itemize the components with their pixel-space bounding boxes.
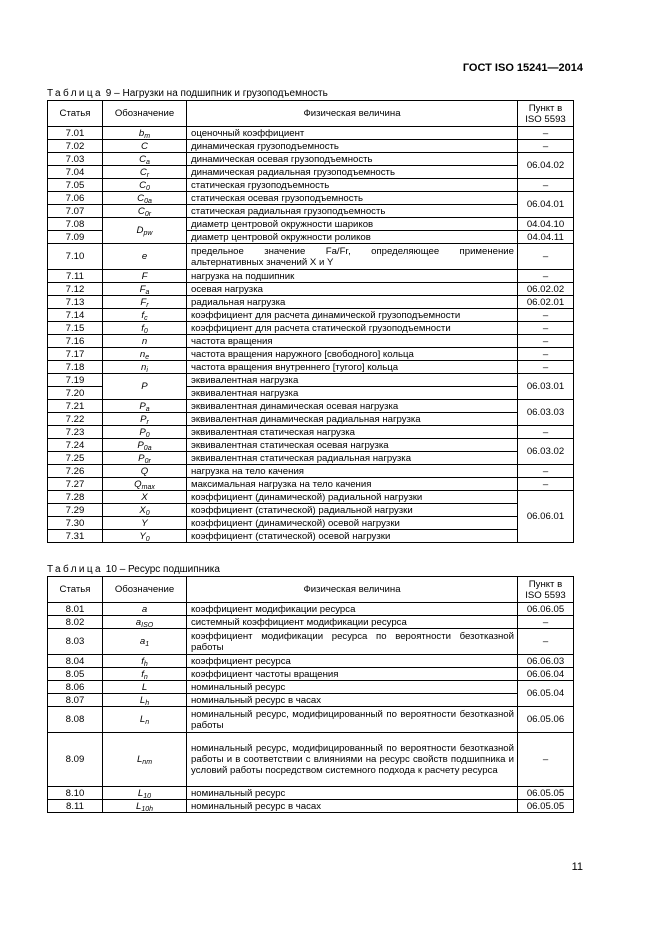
cell-iso-ref: – bbox=[518, 348, 574, 361]
cell-article: 7.03 bbox=[48, 153, 103, 166]
cell-quantity: эквивалентная динамическая радиальная нагрузка bbox=[187, 413, 518, 426]
cell-symbol bbox=[103, 296, 187, 309]
cell-iso-ref: 06.04.01 bbox=[518, 192, 574, 218]
cell-article: 7.14 bbox=[48, 309, 103, 322]
cell-symbol bbox=[103, 426, 187, 439]
cell-iso-ref: – bbox=[518, 335, 574, 348]
cell-quantity: максимальная нагрузка на тело качения bbox=[187, 478, 518, 491]
cell-article: 7.11 bbox=[48, 270, 103, 283]
cell-article: 7.02 bbox=[48, 140, 103, 153]
cell-symbol bbox=[103, 668, 187, 681]
cell-quantity: коэффициент частоты вращения bbox=[187, 668, 518, 681]
cell-symbol bbox=[103, 153, 187, 166]
symbol-main: L bbox=[139, 694, 146, 706]
symbol-subscript: 0 bbox=[143, 327, 148, 335]
symbol-main: C bbox=[139, 179, 147, 191]
cell-quantity: эквивалентная статическая осевая нагрузка bbox=[187, 439, 518, 452]
cell-symbol bbox=[103, 309, 187, 322]
col-header-article: Статья bbox=[48, 101, 103, 127]
cell-article: 8.02 bbox=[48, 616, 103, 629]
cell-article: 7.18 bbox=[48, 361, 103, 374]
cell-iso-ref: 06.04.02 bbox=[518, 153, 574, 179]
cell-article: 8.05 bbox=[48, 668, 103, 681]
caption-word: Таблица bbox=[47, 564, 104, 575]
cell-iso-ref: – bbox=[518, 127, 574, 140]
col-header-symbol: Обозначение bbox=[103, 101, 187, 127]
cell-article: 7.16 bbox=[48, 335, 103, 348]
symbol-main: X bbox=[141, 491, 148, 503]
symbol-main: Y bbox=[141, 517, 148, 529]
cell-quantity: коэффициент модификации ресурса bbox=[187, 603, 518, 616]
symbol-subscript: pw bbox=[143, 230, 153, 237]
cell-symbol bbox=[103, 218, 187, 244]
symbol-main: F bbox=[139, 283, 146, 295]
cell-iso-ref: – bbox=[518, 465, 574, 478]
cell-iso-ref: – bbox=[518, 616, 574, 629]
symbol-main: L bbox=[137, 787, 144, 799]
symbol-main: F bbox=[141, 270, 148, 282]
cell-symbol bbox=[103, 478, 187, 491]
table-bearing-life bbox=[47, 576, 574, 813]
page-number: 11 bbox=[571, 861, 583, 873]
cell-iso-ref: 06.02.01 bbox=[518, 296, 574, 309]
table-row bbox=[48, 218, 574, 231]
cell-quantity: коэффициент для расчета статической грузоподъемности bbox=[187, 322, 518, 335]
symbol-subscript: a bbox=[146, 158, 150, 166]
caption-number: 10 bbox=[105, 564, 117, 575]
table-row bbox=[48, 733, 574, 787]
symbol-subscript: c bbox=[144, 314, 148, 322]
symbol-main: L bbox=[141, 681, 148, 693]
col-header-iso-ref: Пункт в ISO 5593 bbox=[518, 577, 574, 603]
table-row bbox=[48, 140, 574, 153]
cell-iso-ref: 04.04.11 bbox=[518, 231, 574, 244]
symbol-main: C bbox=[141, 140, 148, 152]
cell-quantity: диаметр центровой окружности роликов bbox=[187, 231, 518, 244]
cell-iso-ref: 06.03.03 bbox=[518, 400, 574, 426]
symbol-subscript: a bbox=[145, 288, 150, 296]
symbol-main: n bbox=[141, 361, 147, 373]
cell-article: 7.17 bbox=[48, 348, 103, 361]
symbol-main: C bbox=[139, 166, 147, 178]
cell-article: 7.21 bbox=[48, 400, 103, 413]
table-row bbox=[48, 800, 574, 813]
cell-symbol bbox=[103, 348, 187, 361]
symbol-main: C bbox=[137, 205, 145, 217]
cell-symbol bbox=[103, 681, 187, 694]
cell-quantity: предельное значение Fa/Fr, определяющее применение альтернативных значений X и Y bbox=[187, 244, 518, 270]
table-row bbox=[48, 166, 574, 179]
cell-article: 7.27 bbox=[48, 478, 103, 491]
col-header-iso-ref: Пункт в ISO 5593 bbox=[518, 101, 574, 127]
cell-quantity: номинальный ресурс bbox=[187, 787, 518, 800]
symbol-main: C bbox=[139, 153, 147, 165]
cell-symbol bbox=[103, 504, 187, 517]
cell-quantity: частота вращения наружного [свободного] кольца bbox=[187, 348, 518, 361]
cell-symbol bbox=[103, 733, 187, 787]
document-header: ГОСТ ISO 15241—2014 bbox=[462, 62, 583, 74]
cell-quantity: номинальный ресурс, модифицированный по вероятности безотказной работы bbox=[187, 707, 518, 733]
table-row bbox=[48, 335, 574, 348]
symbol-subscript: 0r bbox=[144, 210, 152, 218]
symbol-subscript: nm bbox=[142, 759, 153, 766]
cell-article: 7.23 bbox=[48, 426, 103, 439]
cell-article: 7.28 bbox=[48, 491, 103, 504]
cell-article: 7.15 bbox=[48, 322, 103, 335]
cell-iso-ref: – bbox=[518, 629, 574, 655]
cell-iso-ref: – bbox=[518, 244, 574, 270]
cell-quantity: эквивалентная динамическая осевая нагрузка bbox=[187, 400, 518, 413]
cell-quantity: диаметр центровой окружности шариков bbox=[187, 218, 518, 231]
table-row bbox=[48, 787, 574, 800]
symbol-main: D bbox=[136, 225, 144, 236]
cell-article: 8.11 bbox=[48, 800, 103, 813]
table-row bbox=[48, 374, 574, 387]
cell-quantity: эквивалентная нагрузка bbox=[187, 387, 518, 400]
cell-quantity: статическая осевая грузоподъемность bbox=[187, 192, 518, 205]
cell-quantity: коэффициент (динамической) осевой нагрузки bbox=[187, 517, 518, 530]
cell-symbol bbox=[103, 800, 187, 813]
symbol-main: L bbox=[139, 714, 146, 725]
table-row bbox=[48, 413, 574, 426]
caption-word: Таблица bbox=[47, 88, 104, 99]
symbol-main: n bbox=[139, 348, 146, 360]
cell-article: 7.09 bbox=[48, 231, 103, 244]
symbol-main: b bbox=[138, 127, 145, 139]
table-row bbox=[48, 296, 574, 309]
cell-quantity: оценочный коэффициент bbox=[187, 127, 518, 140]
cell-iso-ref: – bbox=[518, 426, 574, 439]
cell-symbol bbox=[103, 283, 187, 296]
cell-iso-ref: – bbox=[518, 733, 574, 787]
cell-article: 8.10 bbox=[48, 787, 103, 800]
table-row bbox=[48, 603, 574, 616]
symbol-main: a bbox=[141, 603, 148, 615]
cell-article: 7.30 bbox=[48, 517, 103, 530]
symbol-main: Y bbox=[139, 530, 146, 542]
symbol-main: f bbox=[141, 322, 144, 334]
cell-quantity: коэффициент ресурса bbox=[187, 655, 518, 668]
cell-article: 7.06 bbox=[48, 192, 103, 205]
cell-article: 8.07 bbox=[48, 694, 103, 707]
symbol-subscript: 0 bbox=[146, 184, 150, 192]
cell-article: 7.24 bbox=[48, 439, 103, 452]
cell-symbol bbox=[103, 517, 187, 530]
symbol-subscript: r bbox=[146, 418, 149, 426]
cell-symbol bbox=[103, 530, 187, 543]
symbol-subscript: n bbox=[145, 719, 150, 726]
table-row bbox=[48, 694, 574, 707]
table-row bbox=[48, 205, 574, 218]
table-row bbox=[48, 504, 574, 517]
symbol-subscript: 0a bbox=[144, 197, 152, 205]
symbol-subscript: 0 bbox=[145, 431, 150, 439]
table-row bbox=[48, 530, 574, 543]
table-row bbox=[48, 655, 574, 668]
table-bearing-loads bbox=[47, 100, 574, 543]
cell-article: 8.08 bbox=[48, 707, 103, 733]
cell-quantity: динамическая радиальная грузоподъемность bbox=[187, 166, 518, 179]
cell-symbol bbox=[103, 140, 187, 153]
symbol-main: P bbox=[138, 452, 145, 464]
cell-article: 7.01 bbox=[48, 127, 103, 140]
cell-article: 7.08 bbox=[48, 218, 103, 231]
cell-article: 7.29 bbox=[48, 504, 103, 517]
cell-symbol bbox=[103, 655, 187, 668]
cell-iso-ref: – bbox=[518, 309, 574, 322]
cell-article: 7.04 bbox=[48, 166, 103, 179]
symbol-subscript: r bbox=[146, 301, 149, 309]
symbol-subscript: 1 bbox=[145, 641, 150, 648]
symbol-main: X bbox=[139, 504, 146, 516]
symbol-subscript: n bbox=[143, 673, 148, 681]
cell-iso-ref: – bbox=[518, 361, 574, 374]
table-row bbox=[48, 668, 574, 681]
cell-quantity: статическая радиальная грузоподъемность bbox=[187, 205, 518, 218]
cell-article: 7.12 bbox=[48, 283, 103, 296]
symbol-main: P bbox=[140, 413, 147, 425]
cell-quantity: динамическая осевая грузоподъемность bbox=[187, 153, 518, 166]
table-row bbox=[48, 478, 574, 491]
cell-quantity: статическая грузоподъемность bbox=[187, 179, 518, 192]
symbol-main: a bbox=[135, 616, 142, 628]
cell-quantity: частота вращения bbox=[187, 335, 518, 348]
cell-symbol bbox=[103, 374, 187, 400]
cell-iso-ref: – bbox=[518, 179, 574, 192]
cell-article: 7.05 bbox=[48, 179, 103, 192]
symbol-subscript: 0 bbox=[145, 535, 150, 543]
symbol-subscript: ISO bbox=[141, 621, 154, 629]
cell-article: 7.07 bbox=[48, 205, 103, 218]
cell-article: 7.13 bbox=[48, 296, 103, 309]
symbol-main: P bbox=[139, 400, 146, 412]
cell-symbol bbox=[103, 166, 187, 179]
cell-article: 8.01 bbox=[48, 603, 103, 616]
table-row bbox=[48, 681, 574, 694]
cell-symbol bbox=[103, 192, 187, 205]
cell-symbol bbox=[103, 205, 187, 218]
symbol-main: f bbox=[141, 668, 144, 680]
cell-symbol bbox=[103, 491, 187, 504]
table-row bbox=[48, 491, 574, 504]
table-row bbox=[48, 629, 574, 655]
cell-iso-ref: 06.05.06 bbox=[518, 707, 574, 733]
cell-quantity: коэффициент модификации ресурса по вероятности безотказной работы bbox=[187, 629, 518, 655]
col-header-symbol: Обозначение bbox=[103, 577, 187, 603]
cell-symbol bbox=[103, 787, 187, 800]
cell-quantity: динамическая грузоподъемность bbox=[187, 140, 518, 153]
symbol-main: P bbox=[137, 439, 144, 451]
cell-quantity: осевая нагрузка bbox=[187, 283, 518, 296]
table-row bbox=[48, 616, 574, 629]
cell-symbol bbox=[103, 322, 187, 335]
cell-article: 7.22 bbox=[48, 413, 103, 426]
cell-quantity: радиальная нагрузка bbox=[187, 296, 518, 309]
cell-symbol bbox=[103, 616, 187, 629]
cell-article: 7.25 bbox=[48, 452, 103, 465]
cell-symbol bbox=[103, 694, 187, 707]
cell-iso-ref: 06.05.04 bbox=[518, 681, 574, 707]
cell-symbol bbox=[103, 179, 187, 192]
symbol-main: n bbox=[141, 335, 148, 347]
cell-article: 7.20 bbox=[48, 387, 103, 400]
caption-title: – Ресурс подшипника bbox=[116, 564, 220, 575]
cell-symbol bbox=[103, 439, 187, 452]
cell-quantity: эквивалентная нагрузка bbox=[187, 374, 518, 387]
symbol-main: P bbox=[141, 381, 148, 392]
table-row bbox=[48, 348, 574, 361]
cell-quantity: частота вращения внутреннего [тугого] кольца bbox=[187, 361, 518, 374]
caption-title: – Нагрузки на подшипник и грузоподъемность bbox=[111, 88, 328, 99]
table9-caption bbox=[47, 88, 328, 99]
symbol-subscript: 0a bbox=[143, 444, 152, 452]
table-row bbox=[48, 517, 574, 530]
cell-iso-ref: 06.06.05 bbox=[518, 603, 574, 616]
cell-symbol bbox=[103, 707, 187, 733]
cell-article: 8.09 bbox=[48, 733, 103, 787]
cell-iso-ref: – bbox=[518, 478, 574, 491]
table-row bbox=[48, 439, 574, 452]
cell-iso-ref: 06.06.03 bbox=[518, 655, 574, 668]
cell-article: 8.06 bbox=[48, 681, 103, 694]
symbol-main: L bbox=[136, 754, 143, 765]
table-row bbox=[48, 322, 574, 335]
cell-quantity: коэффициент (статической) осевой нагрузки bbox=[187, 530, 518, 543]
symbol-subscript: m bbox=[144, 132, 151, 140]
cell-symbol bbox=[103, 361, 187, 374]
cell-symbol bbox=[103, 413, 187, 426]
symbol-subscript: a bbox=[145, 405, 150, 413]
cell-iso-ref: 04.04.10 bbox=[518, 218, 574, 231]
symbol-subscript: 10h bbox=[141, 805, 154, 813]
cell-article: 8.03 bbox=[48, 629, 103, 655]
cell-iso-ref: 06.05.05 bbox=[518, 800, 574, 813]
cell-iso-ref: 06.06.04 bbox=[518, 668, 574, 681]
cell-symbol bbox=[103, 452, 187, 465]
cell-iso-ref: – bbox=[518, 140, 574, 153]
cell-iso-ref: – bbox=[518, 270, 574, 283]
symbol-subscript: 0r bbox=[144, 457, 151, 465]
cell-article: 7.10 bbox=[48, 244, 103, 270]
cell-quantity: номинальный ресурс в часах bbox=[187, 694, 518, 707]
cell-quantity: эквивалентная статическая нагрузка bbox=[187, 426, 518, 439]
cell-iso-ref: 06.06.01 bbox=[518, 491, 574, 543]
symbol-main: P bbox=[139, 426, 146, 438]
table-row bbox=[48, 309, 574, 322]
cell-quantity: коэффициент для расчета динамической грузоподъемности bbox=[187, 309, 518, 322]
table-row bbox=[48, 426, 574, 439]
cell-symbol bbox=[103, 603, 187, 616]
symbol-subscript: max bbox=[141, 483, 155, 491]
cell-symbol bbox=[103, 335, 187, 348]
table-row bbox=[48, 270, 574, 283]
cell-iso-ref: 06.03.02 bbox=[518, 439, 574, 465]
cell-symbol bbox=[103, 465, 187, 478]
symbol-main: f bbox=[141, 655, 144, 667]
cell-iso-ref: 06.03.01 bbox=[518, 374, 574, 400]
cell-symbol bbox=[103, 127, 187, 140]
symbol-subscript: e bbox=[145, 353, 150, 361]
table-row bbox=[48, 244, 574, 270]
cell-quantity: системный коэффициент модификации ресурса bbox=[187, 616, 518, 629]
symbol-subscript: i bbox=[146, 366, 148, 374]
cell-symbol bbox=[103, 400, 187, 413]
caption-number: 9 bbox=[105, 88, 112, 99]
symbol-main: a bbox=[139, 636, 146, 647]
cell-article: 7.19 bbox=[48, 374, 103, 387]
cell-quantity: номинальный ресурс в часах bbox=[187, 800, 518, 813]
cell-quantity: нагрузка на тело качения bbox=[187, 465, 518, 478]
cell-iso-ref: – bbox=[518, 322, 574, 335]
symbol-main: C bbox=[137, 192, 145, 204]
cell-iso-ref: 06.05.05 bbox=[518, 787, 574, 800]
table-row bbox=[48, 361, 574, 374]
cell-article: 8.04 bbox=[48, 655, 103, 668]
table-row bbox=[48, 465, 574, 478]
cell-symbol bbox=[103, 244, 187, 270]
cell-article: 7.26 bbox=[48, 465, 103, 478]
col-header-article: Статья bbox=[48, 577, 103, 603]
symbol-main: F bbox=[140, 296, 147, 308]
symbol-main: L bbox=[135, 800, 142, 812]
symbol-main: Q bbox=[134, 478, 142, 490]
symbol-subscript: h bbox=[143, 660, 148, 668]
cell-quantity: коэффициент (динамической) радиальной нагрузки bbox=[187, 491, 518, 504]
cell-quantity: номинальный ресурс, модифицированный по вероятности безотказной работы и в соответствии с влияниями на ресурс свойств подшипника и условий работы посредством системного подхода к расчету ресурса bbox=[187, 733, 518, 787]
cell-quantity: нагрузка на подшипник bbox=[187, 270, 518, 283]
symbol-subscript: r bbox=[146, 171, 150, 179]
cell-article: 7.31 bbox=[48, 530, 103, 543]
cell-symbol bbox=[103, 270, 187, 283]
cell-quantity: коэффициент (статической) радиальной нагрузки bbox=[187, 504, 518, 517]
table-row bbox=[48, 400, 574, 413]
symbol-subscript: 10 bbox=[143, 792, 152, 800]
symbol-main: f bbox=[141, 309, 145, 321]
table-row bbox=[48, 452, 574, 465]
symbol-main: Q bbox=[140, 465, 149, 477]
cell-iso-ref: 06.02.02 bbox=[518, 283, 574, 296]
table-row bbox=[48, 192, 574, 205]
table10-caption bbox=[47, 564, 220, 575]
cell-quantity: номинальный ресурс bbox=[187, 681, 518, 694]
col-header-quantity: Физическая величина bbox=[187, 101, 518, 127]
symbol-subscript: 0 bbox=[145, 509, 150, 517]
symbol-main: e bbox=[141, 251, 148, 262]
col-header-quantity: Физическая величина bbox=[187, 577, 518, 603]
table-row bbox=[48, 283, 574, 296]
table-row bbox=[48, 127, 574, 140]
table-row bbox=[48, 707, 574, 733]
symbol-subscript: h bbox=[145, 699, 150, 707]
table-row bbox=[48, 153, 574, 166]
cell-quantity: эквивалентная статическая радиальная нагрузка bbox=[187, 452, 518, 465]
table-row bbox=[48, 179, 574, 192]
cell-symbol bbox=[103, 629, 187, 655]
